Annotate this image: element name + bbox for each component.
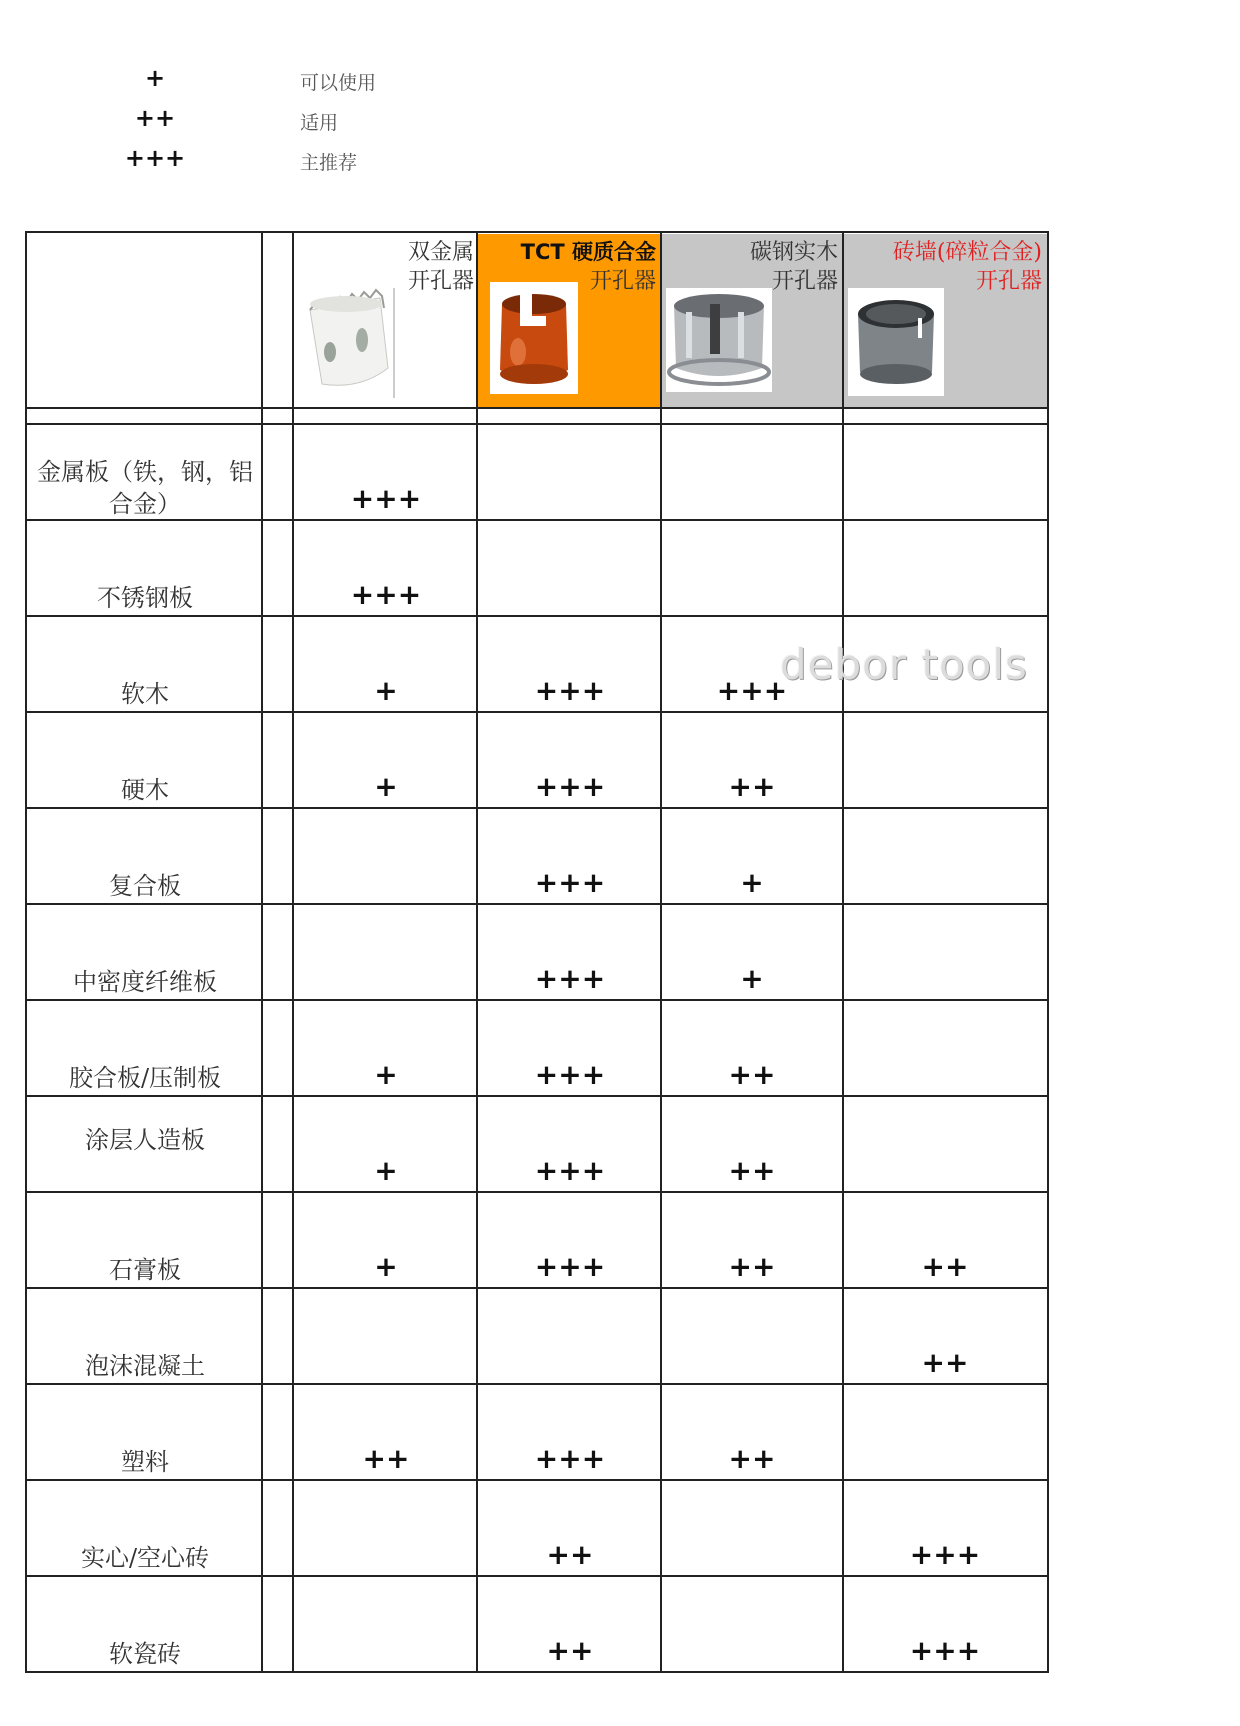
material-label: 软木 [121,680,169,708]
rating-cell: + [374,1154,398,1187]
material-label: 不锈钢板 [97,584,193,612]
table-border [25,423,1049,425]
rating-cell: + [374,770,398,803]
column-divider [292,232,294,1673]
column-title-line2: 开孔器 [771,269,838,294]
column-title-line2: 开孔器 [589,269,656,294]
legend-symbol: + [144,64,166,92]
legend-label: 可以使用 [300,72,377,94]
rating-cell: ++ [921,1346,969,1379]
material-label: 硬木 [121,776,169,804]
rating-cell: + [374,1058,398,1091]
rating-cell: ++ [546,1538,594,1571]
row-divider [25,1383,1049,1385]
table-border [25,407,1049,409]
rating-cell: +++ [534,1058,606,1091]
row-divider [25,1479,1049,1481]
rating-cell: ++ [728,1250,776,1283]
legend-label: 主推荐 [300,152,358,174]
watermark-text: debor tools [780,640,1028,689]
rating-cell: ++ [362,1442,410,1475]
table-border [25,1671,1049,1673]
material-label: 软瓷砖 [109,1640,181,1668]
material-label: 实心/空心砖 [80,1544,210,1572]
legend-symbol: ++ [134,104,176,132]
material-label: 中密度纤维板 [73,968,217,996]
rating-cell: +++ [909,1634,981,1667]
rating-cell: ++ [921,1250,969,1283]
material-label: 涂层人造板 [85,1126,205,1154]
row-divider [25,1575,1049,1577]
rating-cell: +++ [534,674,606,707]
rating-cell: + [740,962,764,995]
rating-cell: + [374,674,398,707]
row-divider [25,1191,1049,1193]
rating-cell: ++ [728,1154,776,1187]
rating-cell: ++ [728,1442,776,1475]
rating-cell: ++ [546,1634,594,1667]
row-divider [25,711,1049,713]
rating-cell: + [740,866,764,899]
row-divider [25,1287,1049,1289]
legend-label: 适用 [300,112,339,134]
rating-cell: +++ [350,578,422,611]
column-title-line2: 开孔器 [975,269,1042,294]
table-border [1047,232,1049,1673]
rating-cell: + [374,1250,398,1283]
material-label: 泡沫混凝土 [85,1352,205,1380]
row-divider [25,903,1049,905]
rating-cell: +++ [534,866,606,899]
material-label: 石膏板 [109,1256,181,1284]
row-divider [25,615,1049,617]
material-label: 复合板 [109,872,181,900]
rating-cell: ++ [728,1058,776,1091]
row-divider [25,807,1049,809]
column-divider [476,232,478,1673]
rating-cell: ++ [728,770,776,803]
material-label: 胶合板/压制板 [68,1064,222,1092]
rating-cell: +++ [534,770,606,803]
column-title-line1: 砖墙(碎粒合金) [892,240,1042,265]
material-label: 塑料 [121,1448,169,1476]
rating-cell: +++ [534,962,606,995]
table-border [25,231,1049,233]
column-title-line2: 开孔器 [407,269,474,294]
rating-cell: +++ [350,482,422,515]
rating-cell: +++ [716,674,788,707]
material-label: 金属板（铁，钢，铝合金） [37,458,253,518]
column-title-line1: 双金属 [407,240,474,265]
column-divider [842,232,844,1673]
legend-symbol: +++ [124,144,186,172]
rating-cell: +++ [534,1154,606,1187]
rating-cell: +++ [534,1442,606,1475]
rating-cell: +++ [534,1250,606,1283]
column-title-line1: TCT 硬质合金 [520,240,656,264]
row-divider [25,999,1049,1001]
column-title-line1: 碳钢实木 [749,240,838,265]
rating-cell: +++ [909,1538,981,1571]
row-divider [25,1095,1049,1097]
